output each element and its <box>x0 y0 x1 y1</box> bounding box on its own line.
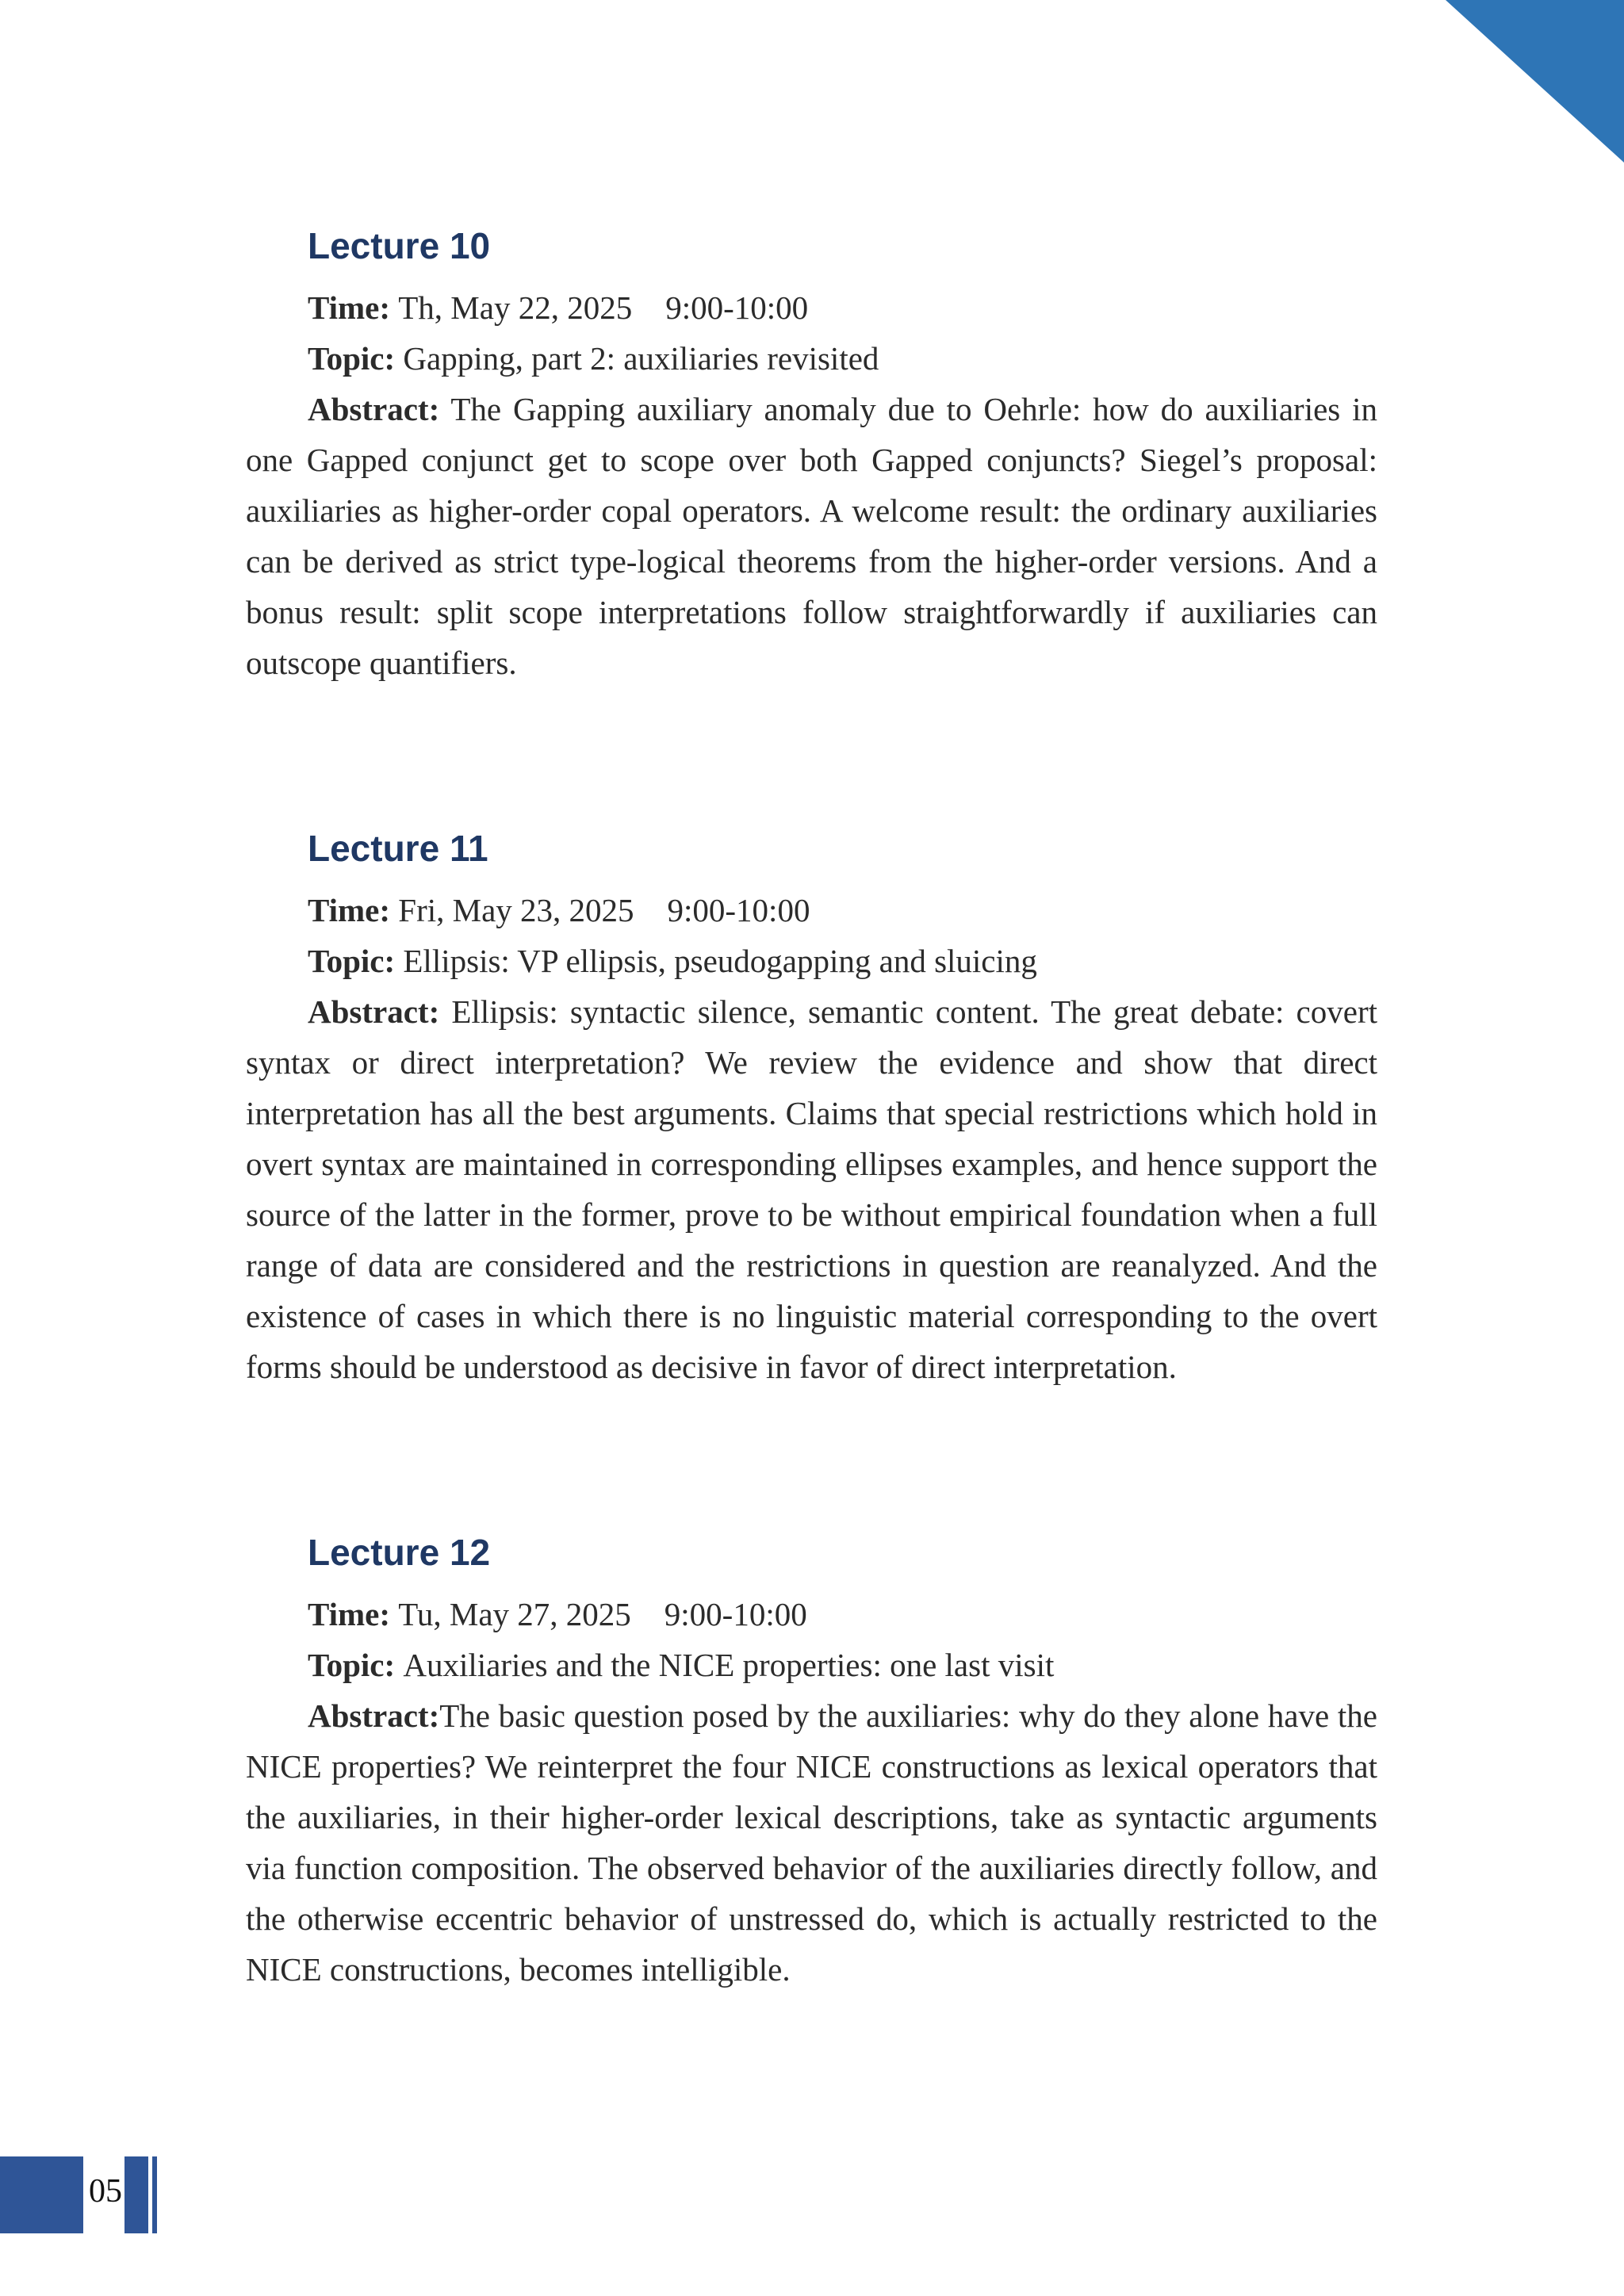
abstract-label: Abstract: <box>308 993 440 1030</box>
footer-rectangle-decoration <box>0 2156 83 2233</box>
lecture-12-topic-row <box>246 1640 1377 1690</box>
time-date: Th, May 22, 2025 <box>398 289 633 326</box>
lecture-11-abstract <box>246 986 1377 1392</box>
abstract-text: The Gapping auxiliary anomaly due to Oehrle: how do auxiliaries in one Gapped conjunct get to scope over both Gapped conjuncts? Siegel’s proposal: auxiliaries as higher-order copal operators. A welcome result: the ordinary auxiliaries can be derived as strict type-logical theorems from the higher-order versions. And a bonus result: split scope interpretations follow straightforwardly if auxiliaries can outscope quantifiers. <box>246 391 1377 681</box>
lecture-10-title: Lecture 10 <box>308 225 491 266</box>
lecture-10-topic-row <box>246 333 1377 384</box>
lecture-section-10 <box>246 224 1377 688</box>
topic-text: Gapping, part 2: auxiliaries revisited <box>403 340 879 377</box>
time-range: 9:00-10:00 <box>665 289 809 326</box>
lecture-10-abstract <box>246 384 1377 688</box>
lecture-11-topic-row <box>246 936 1377 986</box>
time-date: Tu, May 27, 2025 <box>398 1596 631 1632</box>
page-number: 05 <box>89 2173 122 2210</box>
footer-accent-bar-thin <box>152 2156 157 2233</box>
lecture-12-time-row <box>246 1589 1377 1640</box>
time-label: Time: <box>308 289 391 326</box>
lecture-12-abstract <box>246 1690 1377 1995</box>
corner-triangle-decoration <box>1446 0 1624 163</box>
abstract-text: Ellipsis: syntactic silence, semantic content. The great debate: covert syntax or direct interpretation? We review the evidence and show that direct interpretation has all the best arguments. Claims that special restrictions which hold in overt syntax are maintained in corresponding ellipses examples, and hence support the source of the latter in the former, prove to be without empirical foundation when a full range of data are considered and the restrictions in question are reanalyzed. And the existence of cases in which there is no linguistic material corresponding to the overt forms should be understood as decisive in favor of direct interpretation. <box>246 993 1377 1385</box>
abstract-label: Abstract: <box>308 1697 440 1734</box>
topic-text: Auxiliaries and the NICE properties: one last visit <box>403 1647 1055 1683</box>
abstract-text: The basic question posed by the auxiliaries: why do they alone have the NICE properties? We reinterpret the four NICE constructions as lexical operators that the auxiliaries, in their higher-order lexical descriptions, take as syntactic arguments via function composition. The observed behavior of the auxiliaries directly follow, and the otherwise eccentric behavior of unstressed do, which is actually restricted to the NICE constructions, becomes intelligible. <box>246 1697 1377 1988</box>
time-label: Time: <box>308 892 391 928</box>
time-range: 9:00-10:00 <box>667 892 810 928</box>
lecture-11-time-row <box>246 885 1377 936</box>
footer-accent-bar <box>124 2156 148 2233</box>
topic-label: Topic: <box>308 1647 396 1683</box>
lecture-11-title: Lecture 11 <box>308 828 488 869</box>
time-range: 9:00-10:00 <box>664 1596 807 1632</box>
topic-label: Topic: <box>308 340 396 377</box>
abstract-label: Abstract: <box>308 391 440 427</box>
lecture-section-12 <box>246 1531 1377 1995</box>
page-content <box>246 0 1377 1995</box>
time-label: Time: <box>308 1596 391 1632</box>
topic-label: Topic: <box>308 943 396 979</box>
lecture-12-title: Lecture 12 <box>308 1532 491 1573</box>
lecture-10-time-row <box>246 282 1377 333</box>
topic-text: Ellipsis: VP ellipsis, pseudogapping and sluicing <box>403 943 1037 979</box>
time-date: Fri, May 23, 2025 <box>398 892 634 928</box>
lecture-section-11 <box>246 827 1377 1392</box>
